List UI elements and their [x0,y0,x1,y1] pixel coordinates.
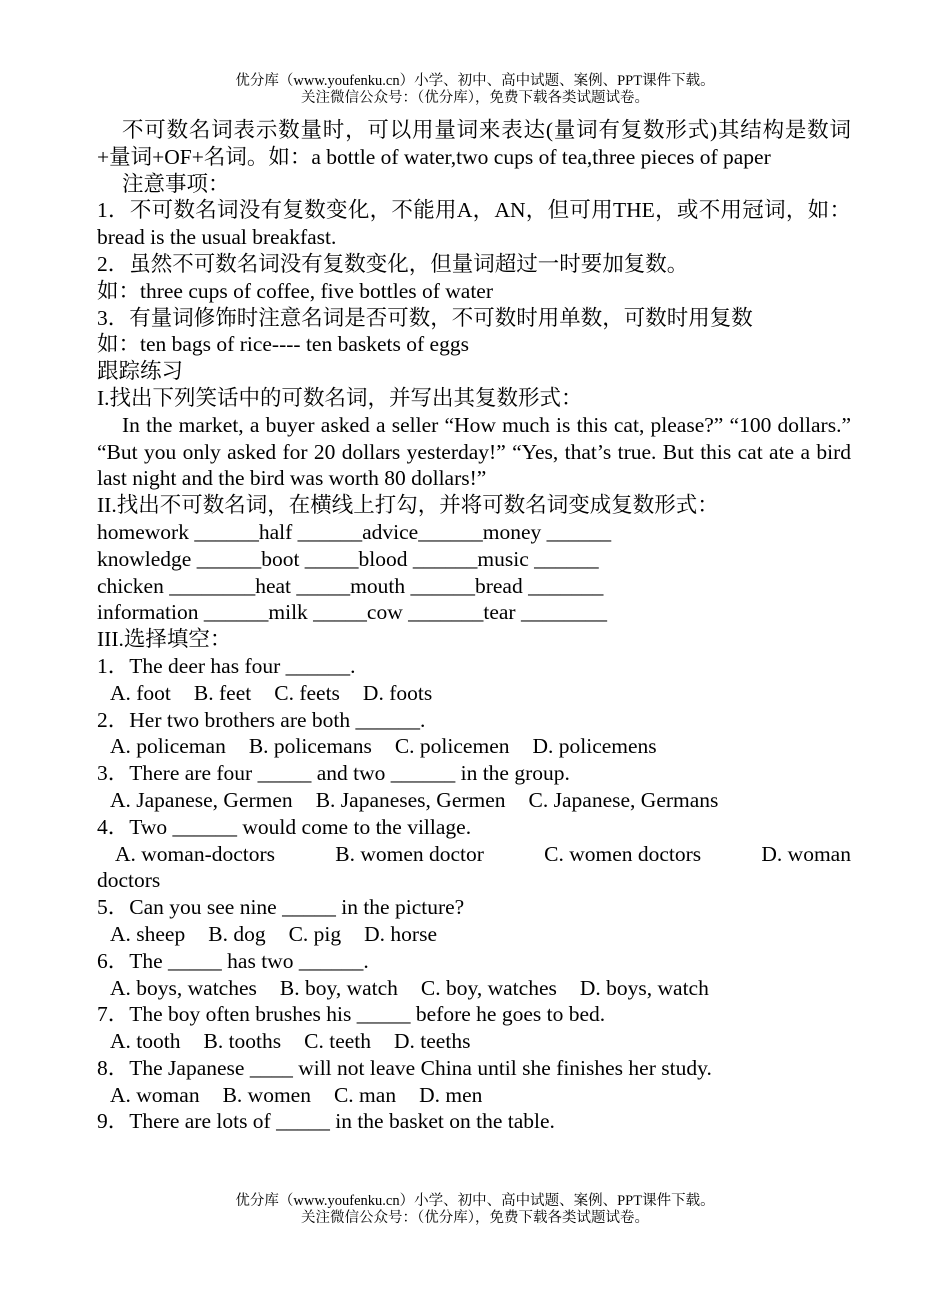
header-line-2: 关注微信公众号：（优分库），免费下载各类试题试卷。 [301,90,649,106]
question-stem: 2．Her two brothers are both ______. [97,707,426,732]
word-row: chicken ________heat _____mouth ______bread _______ [97,573,604,598]
option: D. woman [761,841,851,866]
note-3: 3．有量词修饰时注意名词是否可数，不可数时用单数，可数时用复数 [97,305,753,330]
word-row: knowledge ______boot _____blood ______music ______ [97,546,599,571]
question-stem: 3．There are four _____ and two ______ in the group. [97,761,570,786]
option: B. tooths [203,1029,282,1054]
option: C. Japanese, Germans [528,787,719,812]
option: C. policemen [394,734,510,759]
option: A. sheep [110,921,186,946]
section-1-title: I.找出下列笑话中的可数名词，并写出其复数形式： [97,385,583,410]
question-options [97,680,851,707]
question-options [97,1028,851,1055]
option: D. foots [362,680,433,705]
word-row: homework ______half ______advice______money ______ [97,519,612,544]
footer-line-2: 关注微信公众号：（优分库），免费下载各类试题试卷。 [301,1210,649,1226]
word-row: information ______milk _____cow _______tear ________ [97,600,607,625]
question-options [97,733,851,760]
note-1: 1．不可数名词没有复数变化，不能用A，AN，但可用THE，或不用冠词，如：bread is the usual breakfast. [97,198,851,250]
option: D. teeths [394,1029,471,1054]
intro-paragraph: 不可数名词表示数量时，可以用量词来表达(量词有复数形式)其结构是数词+量词+OF+名词。如：a bottle of water,two cups of tea,three pieces of paper [97,118,851,169]
note-3-example: 如：ten bags of rice---- ten baskets of eggs [97,332,469,357]
page-footer [0,1193,950,1227]
question-stem: 1．The deer has four ______. [97,653,356,678]
option: D. boys, watch [579,975,709,1000]
option: B. women [222,1082,311,1107]
notes-title: 注意事项： [122,171,230,196]
option: A. woman [110,1082,200,1107]
option: C. pig [288,921,342,946]
question-options [97,841,851,868]
option: C. boy, watches [420,975,557,1000]
note-2: 2．虽然不可数名词没有复数变化，但量词超过一时要加复数。 [97,251,689,276]
section-2-title: II.找出不可数名词，在横线上打勾，并将可数名词变成复数形式： [97,493,719,518]
option: A. policeman [110,734,226,759]
option: A. boys, watches [110,975,257,1000]
option: D. horse [364,921,438,946]
question-stem: 9．There are lots of _____ in the basket on the table. [97,1109,555,1134]
question-options [97,787,851,814]
option: B. Japaneses, Germen [315,787,506,812]
section-3-title: III.选择填空： [97,627,232,652]
option: D. policemens [532,734,657,759]
practice-title: 跟踪练习 [97,359,184,384]
question-options [97,921,851,948]
option: C. feets [274,680,340,705]
note-2-example: 如：three cups of coffee, five bottles of water [97,278,494,303]
footer-line-1: 优分库（www.youfenku.cn）小学、初中、高中试题、案例、PPT课件下载。 [235,1193,715,1209]
document-body [97,117,851,1135]
option: B. policemans [248,734,372,759]
option: A. foot [110,680,171,705]
joke-paragraph: In the market, a buyer asked a seller “How much is this cat, please?” “100 dollars.” “But you only asked for 20 dollars yesterday!” “Yes, that’s true. But this cat ate a bird last night and the bird was worth 80 dollars!” [97,412,851,491]
option: B. feet [193,680,252,705]
option: B. women doctor [335,841,484,866]
option: B. dog [208,921,266,946]
option: A. woman-doctors [115,841,276,866]
option: A. Japanese, Germen [110,787,293,812]
option: C. women doctors [544,841,702,866]
question-options [97,975,851,1002]
option-continuation: doctors [97,868,161,893]
option: D. men [419,1082,483,1107]
option: B. boy, watch [279,975,398,1000]
question-stem: 6．The _____ has two ______. [97,948,369,973]
question-stem: 4．Two ______ would come to the village. [97,814,472,839]
question-stem: 5．Can you see nine _____ in the picture? [97,895,465,920]
question-options [97,1082,851,1109]
option: A. tooth [110,1029,181,1054]
option: C. man [333,1082,397,1107]
question-stem: 8．The Japanese ____ will not leave China until she finishes her study. [97,1055,712,1080]
question-stem: 7．The boy often brushes his _____ before he goes to bed. [97,1002,606,1027]
header-line-1: 优分库（www.youfenku.cn）小学、初中、高中试题、案例、PPT课件下载。 [235,73,715,89]
option: C. teeth [304,1029,372,1054]
page-header [0,73,950,107]
